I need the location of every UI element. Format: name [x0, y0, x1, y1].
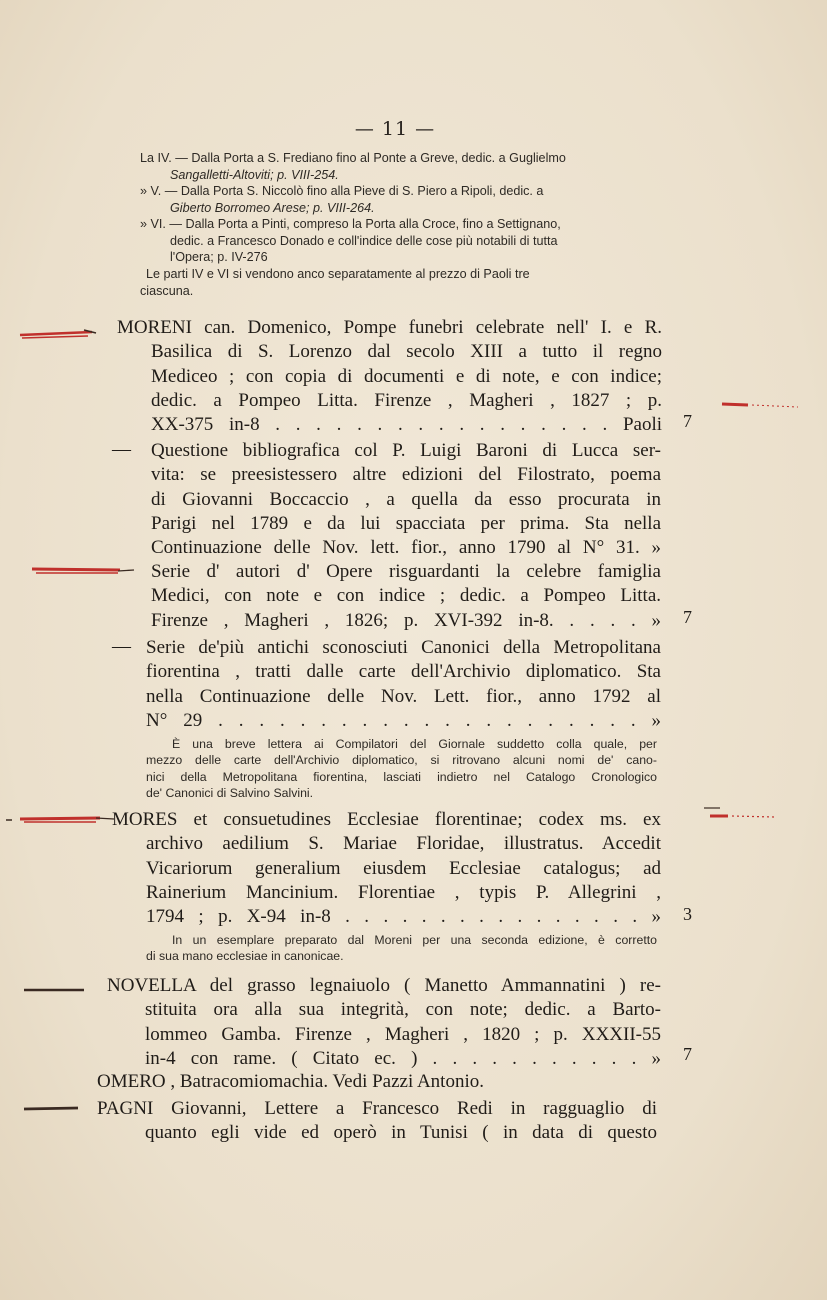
- moreni-pompe-line-5: XX-375 in-8 . . . . . . . . . . . . . . . . . Paoli: [151, 414, 662, 436]
- parts-note-line-2: ciascuna.: [140, 283, 194, 298]
- serie-canonici-note-4: de' Canonici di Salvino Salvini.: [146, 785, 314, 800]
- page-number: — 11 —: [354, 118, 436, 140]
- entry-novella: [107, 974, 661, 1071]
- entry-pagni: [97, 1097, 657, 1146]
- moreni-pompe-line-4: dedic. a Pompeo Litta. Firenze , Magheri , 1827 ; p.: [151, 389, 662, 411]
- questione-line-4: Parigi nel 1789 e da lui spacciata per prima. Sta nella: [151, 512, 661, 534]
- moreni-pompe-line-2: Basilica di S. Lorenzo dal secolo XIII a tutto il regno: [151, 341, 662, 363]
- novella-line-3: lommeo Gamba. Firenze , Magheri , 1820 ; p. XXXII-55: [145, 1023, 661, 1045]
- questione-line-2: vita: se preesistessero altre edizioni del Filostrato, poema: [151, 464, 661, 486]
- parts-note: [140, 266, 660, 299]
- moreni-pompe-line-3: Mediceo ; con copia di documenti e di note, e con indice;: [151, 365, 662, 387]
- serie-autori-line-3: Firenze , Magheri , 1826; p. XVI-392 in-8. . . . . »: [151, 609, 661, 631]
- price-serie-autori: 7: [683, 607, 692, 627]
- moreni-pompe-line-1: MORENI can. Domenico, Pompe funebri celebrate nell' I. e R.: [117, 317, 662, 338]
- dash-questione: —: [112, 439, 131, 460]
- entry-omero: [97, 1070, 657, 1094]
- part-iv-line-2: Sangalletti-Altoviti; p. VIII-254.: [170, 167, 339, 182]
- ink-pen-mark: [22, 1104, 82, 1114]
- price-mores: 3: [683, 904, 692, 924]
- pagni-line-2: quanto egli vide ed operò in Tunisi ( in data di questo: [145, 1122, 657, 1144]
- part-v-line-1: » V. — Dalla Porta S. Niccolò fino alla Pieve di S. Piero a Ripoli, dedic. a: [140, 184, 544, 198]
- questione-line-3: di Giovanni Boccaccio , a quella da esso procurata in: [151, 488, 661, 510]
- part-vi: [140, 216, 660, 266]
- entry-questione: [151, 439, 661, 560]
- novella-line-4: in-4 con rame. ( Citato ec. ) . . . . . . . . . . . »: [145, 1047, 661, 1069]
- novella-line-2: stituita ora alla sua integrità, con note; dedic. a Barto-: [145, 999, 661, 1021]
- red-pen-mark: [718, 398, 808, 414]
- questione-line-5: Continuazione delle Nov. lett. fior., anno 1790 al N° 31. »: [151, 537, 661, 559]
- mores-line-2: archivo aedilium S. Mariae Floridae, illustratus. Accedit: [146, 833, 661, 855]
- red-pen-mark: [28, 562, 138, 578]
- parts-note-line-1: Le parti IV e VI si vendono anco separatamente al prezzo di Paoli tre: [146, 267, 530, 281]
- part-v: [140, 183, 660, 216]
- part-iv: [140, 150, 660, 183]
- entry-serie-canonici: [146, 636, 661, 733]
- price-novella: 7: [683, 1044, 692, 1064]
- price-moreni-pompe: 7: [683, 411, 692, 431]
- serie-canonici-note-2: mezzo delle carte dell'Archivio diplomatico, si ritrovano alcuni nomi de' cano-: [146, 753, 657, 768]
- pagni-line-1: PAGNI Giovanni, Lettere a Francesco Redi in ragguaglio di: [97, 1098, 657, 1119]
- serie-autori-line-2: Medici, con note e con indice ; dedic. a Pompeo Litta.: [151, 585, 661, 607]
- entry-moreni-pompe: [117, 316, 662, 437]
- ink-pen-mark: [22, 985, 88, 995]
- omero-line-1: OMERO , Batracomiomachia. Vedi Pazzi Antonio.: [97, 1071, 484, 1092]
- entry-serie-autori: [151, 560, 661, 633]
- red-pen-mark: [4, 810, 116, 828]
- mores-note-2: di sua mano ecclesiae in canonicae.: [146, 949, 344, 964]
- serie-autori-line-1: Serie d' autori d' Opere risguardanti la celebre famiglia: [151, 561, 661, 582]
- part-iv-line-1: La IV. — Dalla Porta a S. Frediano fino al Ponte a Greve, dedic. a Guglielmo: [140, 151, 566, 165]
- serie-canonici-note-1: È una breve lettera ai Compilatori del Giornale suddetto colla quale, per: [172, 737, 657, 751]
- serie-canonici-line-2: fiorentina , tratti dalle carte dell'Archivio diplomatico. Sta: [146, 661, 661, 683]
- mores-line-1: MORES et consuetudines Ecclesiae florentinae; codex ms. ex: [112, 809, 661, 830]
- dash-serie-canonici: —: [112, 636, 131, 657]
- part-v-line-2: Giberto Borromeo Arese; p. VIII-264.: [170, 200, 375, 215]
- questione-line-1: Questione bibliografica col P. Luigi Baroni di Lucca ser-: [151, 440, 661, 461]
- novella-line-1: NOVELLA del grasso legnaiuolo ( Manetto Ammannatini ) re-: [107, 975, 661, 996]
- part-vi-line-2: dedic. a Francesco Donado e coll'indice delle cose più notabili di tutta: [170, 233, 558, 248]
- part-vi-line-1: » VI. — Dalla Porta a Pinti, compreso la Porta alla Croce, fino a Settignano,: [140, 217, 561, 231]
- red-pen-mark: [702, 804, 782, 822]
- entry-mores: [112, 808, 661, 929]
- serie-canonici-line-4: N° 29 . . . . . . . . . . . . . . . . . . . . . »: [146, 709, 661, 731]
- mores-note-1: In un esemplare preparato dal Moreni per una seconda edizione, è corretto: [172, 933, 657, 947]
- serie-canonici-line-1: Serie de'più antichi sconosciuti Canonici della Metropolitana: [146, 637, 661, 658]
- mores-line-3: Vicariorum generalium eiusdem Ecclesiae catalogus; ad: [146, 857, 661, 879]
- note-mores: [146, 932, 657, 965]
- red-pen-mark: [18, 326, 98, 342]
- serie-canonici-line-3: nella Continuazione delle Nov. Lett. fior., anno 1792 al: [146, 685, 661, 707]
- serie-canonici-note-3: nici della Metropolitana fiorentina, lasciati indietro nel Catalogo Cronologico: [146, 769, 657, 784]
- part-vi-line-3: l'Opera; p. IV-276: [170, 250, 268, 264]
- mores-line-4: Rainerium Mancinium. Florentiae , typis P. Allegrini ,: [146, 881, 661, 903]
- mores-line-5: 1794 ; p. X-94 in-8 . . . . . . . . . . . . . . . . »: [146, 906, 661, 928]
- note-serie-canonici: [146, 736, 657, 801]
